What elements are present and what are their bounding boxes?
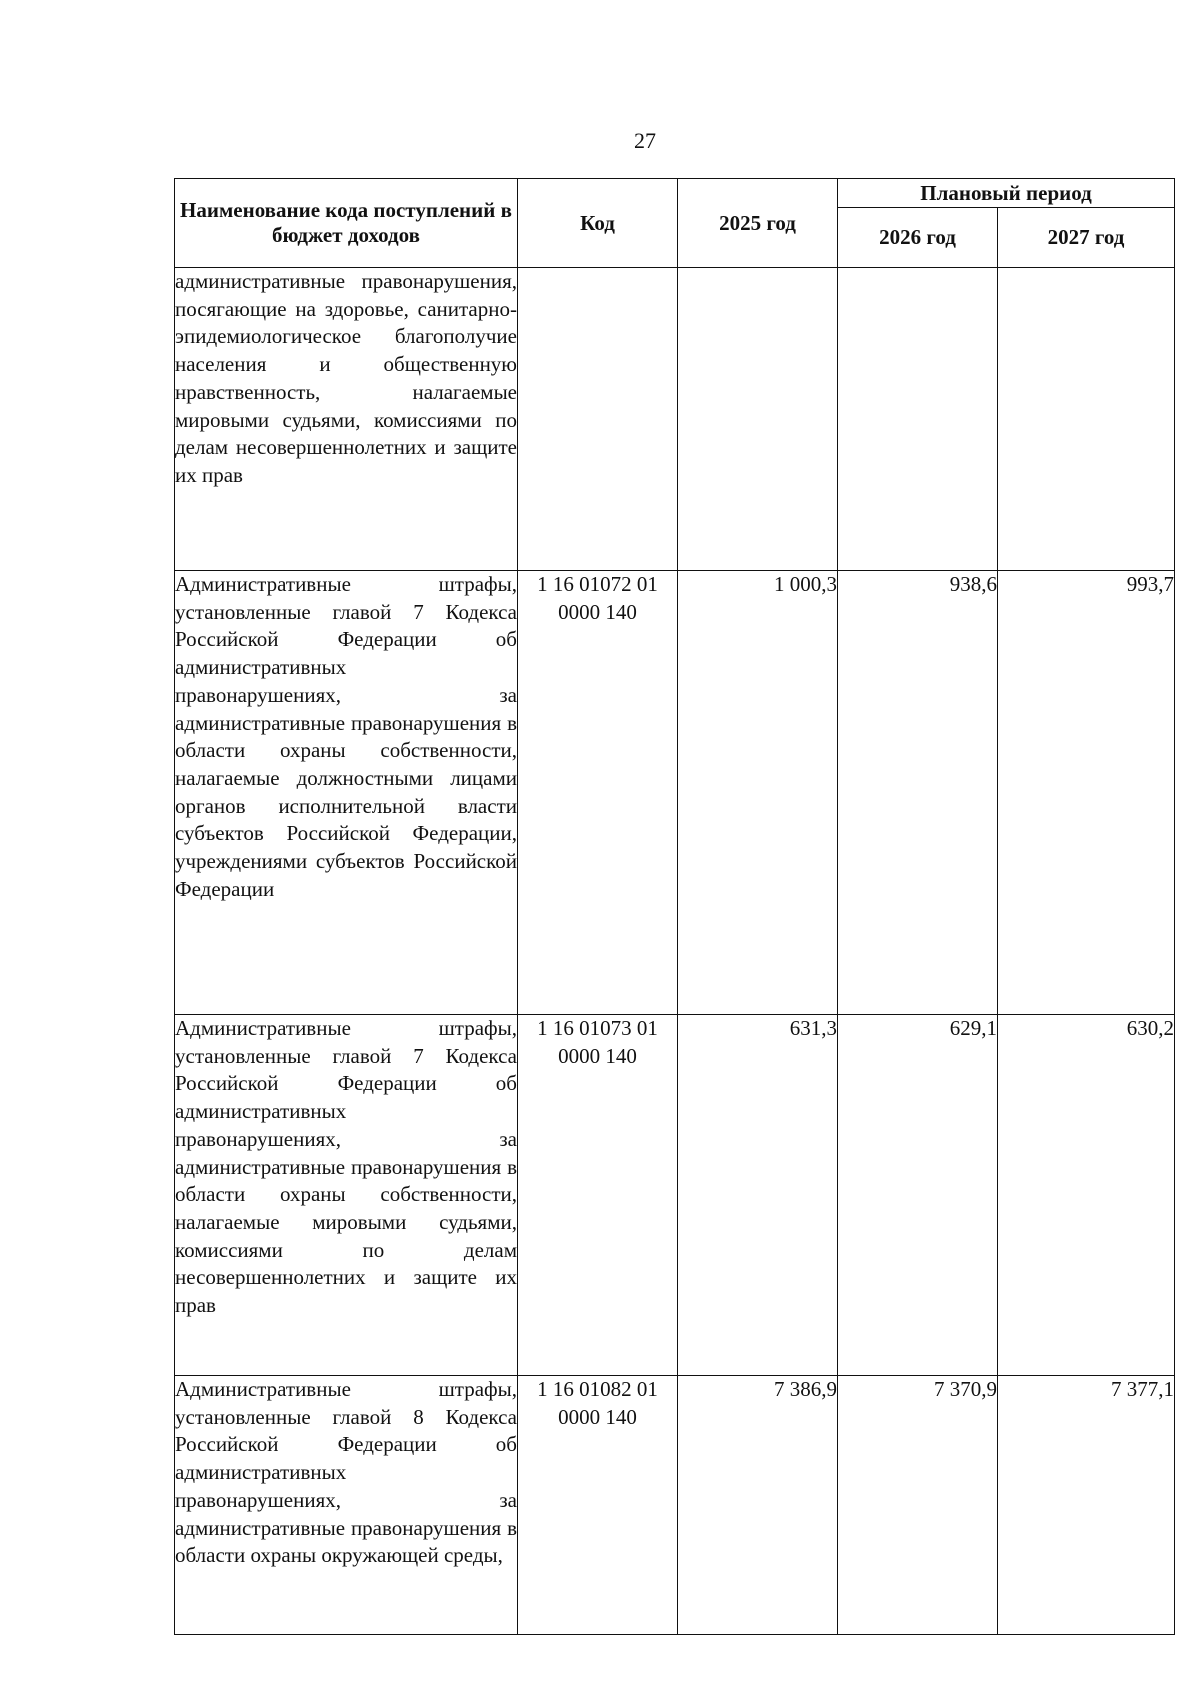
revenue-table bbox=[174, 178, 1175, 1635]
table-row bbox=[175, 1376, 1175, 1635]
row-code: 1 16 01082 01 0000 140 bbox=[518, 1376, 678, 1635]
row-value-2027: 630,2 bbox=[998, 1015, 1175, 1376]
row-name: Административные штрафы, установленные главой 7 Кодекса Российской Федерации об административных правонарушениях, за административные правонарушения в области охраны собственности, налагаемые должностными лицами органов исполнительной власти субъектов Российской Федерации, учреждениями субъектов Российской Федерации bbox=[175, 571, 518, 1015]
row-code: 1 16 01072 01 0000 140 bbox=[518, 571, 678, 1015]
row-code bbox=[518, 268, 678, 571]
row-name: Административные штрафы, установленные главой 8 Кодекса Российской Федерации об административных правонарушениях, за административные правонарушения в области охраны окружающей среды, bbox=[175, 1376, 518, 1635]
row-value-2027: 7 377,1 bbox=[998, 1376, 1175, 1635]
row-value-2027: 993,7 bbox=[998, 571, 1175, 1015]
header-year-2026: 2026 год bbox=[838, 207, 998, 267]
row-value-2025 bbox=[678, 268, 838, 571]
row-value-2026: 629,1 bbox=[838, 1015, 998, 1376]
row-code: 1 16 01073 01 0000 140 bbox=[518, 1015, 678, 1376]
header-year-2027: 2027 год bbox=[998, 207, 1175, 267]
row-name: административные правонарушения, посягающие на здоровье, санитарно-эпидемиологическое благополучие населения и общественную нравственность, налагаемые мировыми судьями, комиссиями по делам несовершеннолетних и защите их прав bbox=[175, 268, 518, 571]
table-row bbox=[175, 1015, 1175, 1376]
page-number: 27 bbox=[634, 128, 656, 153]
header-code: Код bbox=[518, 179, 678, 268]
header-name: Наименование кода поступлений в бюджет доходов bbox=[175, 179, 518, 268]
header-planned-period: Плановый период bbox=[838, 179, 1175, 208]
row-value-2025: 7 386,9 bbox=[678, 1376, 838, 1635]
row-value-2025: 631,3 bbox=[678, 1015, 838, 1376]
row-value-2026: 7 370,9 bbox=[838, 1376, 998, 1635]
row-value-2025: 1 000,3 bbox=[678, 571, 838, 1015]
table-row bbox=[175, 571, 1175, 1015]
row-value-2027 bbox=[998, 268, 1175, 571]
row-value-2026 bbox=[838, 268, 998, 571]
header-year-2025: 2025 год bbox=[678, 179, 838, 268]
row-value-2026: 938,6 bbox=[838, 571, 998, 1015]
table-row bbox=[175, 268, 1175, 571]
row-name: Административные штрафы, установленные главой 7 Кодекса Российской Федерации об административных правонарушениях, за административные правонарушения в области охраны собственности, налагаемые мировыми судьями, комиссиями по делам несовершеннолетних и защите их прав bbox=[175, 1015, 518, 1376]
